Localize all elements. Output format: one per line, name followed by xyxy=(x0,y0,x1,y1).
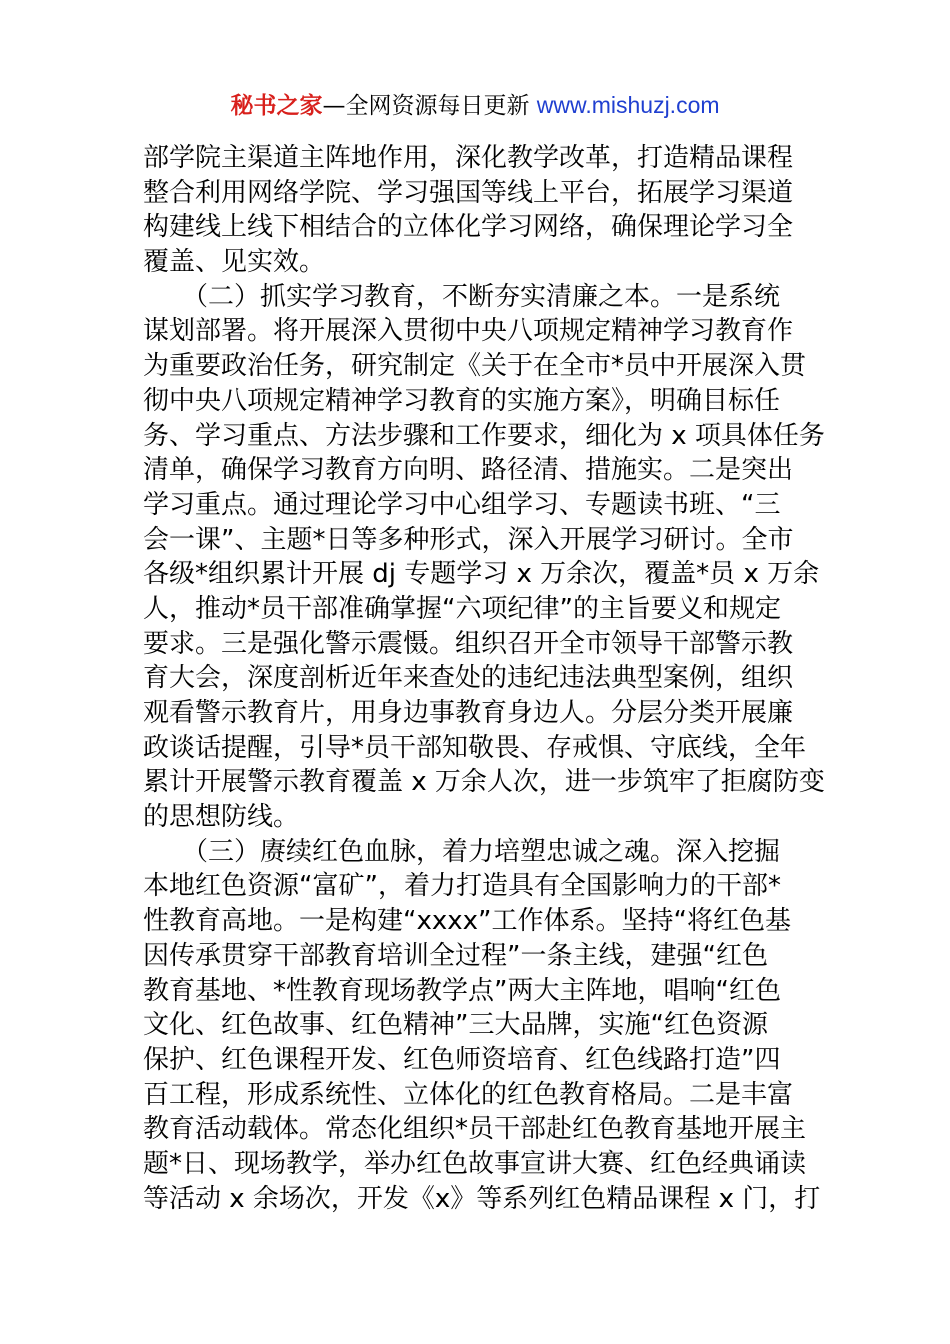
text-line: 保护、红色课程开发、红色师资培育、红色线路打造”四 xyxy=(143,1044,781,1075)
text-line: 各级*组织累计开展 dj 专题学习 x 万余次，覆盖*员 x 万余 xyxy=(143,559,820,590)
text-line: （三）赓续红色血脉，着力培塑忠诚之魂。深入挖掘 xyxy=(143,836,781,867)
text-line: 要求。三是强化警示震慑。组织召开全市领导干部警示教 xyxy=(143,628,794,659)
text-line: 累计开展警示教育覆盖 x 万余人次，进一步筑牢了拒腐防变 xyxy=(143,767,825,798)
text-line: 文化、红色故事、红色精神”三大品牌，实施“红色资源 xyxy=(143,1010,768,1041)
text-line: 的思想防线。 xyxy=(143,802,300,833)
text-line: 性教育高地。一是构建“xxxx”工作体系。坚持“将红色基 xyxy=(143,906,791,937)
document-body xyxy=(143,141,843,1216)
text-line: 构建线上线下相结合的立体化学习网络，确保理论学习全 xyxy=(143,212,794,243)
text-line: 部学院主渠道主阵地作用，深化教学改革，打造精品课程 xyxy=(143,143,794,173)
header-tagline: 全网资源每日更新 xyxy=(345,93,530,119)
text-line: 百工程，形成系统性、立体化的红色教育格局。二是丰富 xyxy=(143,1079,794,1110)
text-line: 等活动 x 余场次，开发《x》等系列红色精品课程 x 门，打 xyxy=(143,1183,821,1214)
text-line: 本地红色资源“富矿”，着力打造具有全国影响力的干部* xyxy=(143,871,781,902)
text-line: 清单，确保学习教育方向明、路径清、措施实。二是突出 xyxy=(143,455,794,486)
text-line: 覆盖、见实效。 xyxy=(143,247,326,278)
text-line: 为重要政治任务，研究制定《关于在全市*员中开展深入贯 xyxy=(143,351,807,382)
text-line: 人，推动*员干部准确掌握“六项纪律”的主旨要义和规定 xyxy=(143,593,781,624)
text-line: 教育活动载体。常态化组织*员干部赴红色教育基地开展主 xyxy=(143,1114,807,1145)
text-line: 因传承贯穿干部教育培训全过程”一条主线，建强“红色 xyxy=(143,940,768,971)
text-line: 会一课”、主题*日等多种形式，深入开展学习研讨。全市 xyxy=(143,524,794,555)
text-line: 育大会，深度剖析近年来查处的违纪违法典型案例，组织 xyxy=(143,663,794,694)
text-line: 整合利用网络学院、学习强国等线上平台，拓展学习渠道 xyxy=(143,177,794,208)
header-dash: — xyxy=(322,93,346,119)
text-line: （二）抓实学习教育，不断夯实清廉之本。一是系统 xyxy=(143,281,781,312)
text-line: 谋划部署。将开展深入贯彻中央八项规定精神学习教育作 xyxy=(143,316,794,347)
header-url-link[interactable]: www.mishuzj.com xyxy=(536,92,720,118)
text-line: 务、学习重点、方法步骤和工作要求，细化为 x 项具体任务 xyxy=(143,420,825,451)
text-line: 学习重点。通过理论学习中心组学习、专题读书班、“三 xyxy=(143,489,781,520)
text-line: 观看警示教育片，用身边事教育身边人。分层分类开展廉 xyxy=(143,698,794,728)
text-line: 教育基地、*性教育现场教学点”两大主阵地，唱响“红色 xyxy=(143,975,781,1006)
text-line: 题*日、现场教学，举办红色故事宣讲大赛、红色经典诵读 xyxy=(143,1148,807,1179)
text-line: 政谈话提醒，引导*员干部知敬畏、存戒惧、守底线，全年 xyxy=(143,732,807,763)
text-line: 彻中央八项规定精神学习教育的实施方案》，明确目标任 xyxy=(143,385,781,416)
page-header xyxy=(0,90,950,121)
header-brand: 秘书之家 xyxy=(230,93,323,119)
